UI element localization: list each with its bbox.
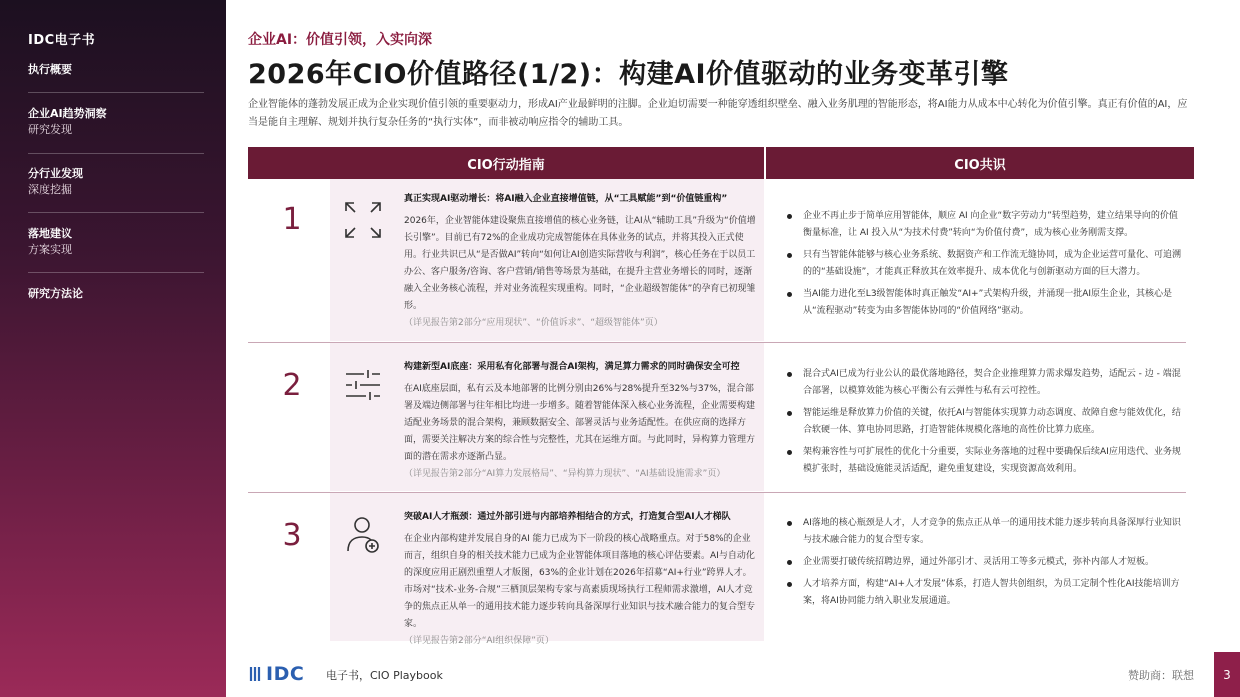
guide-text: [404, 359, 756, 483]
guide-title: 真正实现AI驱动增长：将AI融入企业直接增值链，从“工具赋能”到“价值链重构”: [404, 194, 728, 204]
sidebar-item-industry[interactable]: [28, 166, 83, 198]
row-number: 2: [282, 368, 302, 403]
guide-body: 在企业内部构建并发展自身的AI 能力已成为下一阶段的核心战略重点。对于58%的企业而言，组织自身的相关技术能力已成为企业智能体项目落地的核心评估要素。AI与自动化的深度应用正剧烈重塑人才版图，63%的企业计划在2026年招募“AI+行业”跨界人才。市场对“技术-业务-合规”三栖顶层架构专家与高素质现场执行工程师需求激增，AI人才竞争的焦点正从单一的通用技术能力逐步转向具备深厚行业知识与技术融合能力的复合型专家。: [404, 534, 756, 629]
sidebar-divider: [28, 272, 204, 273]
sidebar-item-label: 企业AI趋势洞察: [28, 107, 107, 120]
intro-paragraph: 企业智能体的蓬勃发展正成为企业实现价值引领的重要驱动力，形成AI产业最鲜明的注脚。企业迫切需要一种能穿透组织壁垒、融入业务肌理的智能形态，将AI能力从成本中心转化为价值引擎。真正有价值的AI，应当是能自主理解、规划并执行复杂任务的“执行实体”，而非被动响应指令的辅助工具。: [248, 99, 1188, 128]
consensus-item: 架构兼容性与可扩展性的优化十分重要，实际业务落地的过程中要确保后续AI应用迭代、业务规模扩张时，基础设施能灵活适配，避免重复建设，实现资源高效利用。: [784, 444, 1186, 478]
idc-logo-mark-icon: [248, 665, 262, 683]
sidebar-item-trends[interactable]: [28, 106, 107, 138]
consensus-item: 当AI能力进化至L3级智能体时真正触发“AI+”式架构升级，并涌现一批AI原生企业，其核心是从“流程驱动”转变为由多智能体协同的“价值网络”驱动。: [784, 286, 1186, 320]
column-header-guide: CIO行动指南: [248, 147, 764, 179]
guide-title: 构建新型AI底座：采用私有化部署与混合AI架构，满足算力需求的同时确保安全可控: [404, 362, 740, 372]
footer-title: 电子书，CIO Playbook: [326, 669, 443, 682]
consensus-list: [784, 208, 1186, 325]
sidebar-item-sublabel: 深度挖掘: [28, 183, 72, 196]
brand-title: IDC电子书: [28, 33, 96, 48]
logo-wordmark: IDC: [266, 663, 305, 685]
sidebar-divider: [28, 212, 204, 213]
row-number: 1: [282, 202, 302, 237]
consensus-item: 企业需要打破传统招聘边界，通过外部引才、灵活用工等多元模式，弥补内部人才短板。: [784, 554, 1186, 571]
sidebar: [0, 0, 226, 697]
consensus-item: 企业不再止步于简单应用智能体，顺应 AI 向企业“数字劳动力”转型趋势，建立结果导向的价值衡量标准，让 AI 投入从“为技术付费”转向“为价值付费”，成为核心业务刚需支撑。: [784, 208, 1186, 242]
guide-reference: （详见报告第2部分“AI算力发展格局”、“异构算力现状”、“AI基础设施需求”页）: [404, 469, 726, 479]
consensus-list: [784, 366, 1186, 483]
guide-title: 突破AI人才瓶颈：通过外部引进与内部培养相结合的方式，打造复合型AI人才梯队: [404, 512, 731, 522]
guide-reference: （详见报告第2部分“AI组织保障”页）: [404, 636, 554, 646]
idc-logo: [248, 662, 310, 686]
consensus-item: 智能运维是释放算力价值的关键，依托AI与智能体实现算力动态调度、故障自愈与能效优化，结合软硬一体、算电协同思路，打造智能体规模化落地的高性价比算力底座。: [784, 405, 1186, 439]
guide-body: 在AI底座层面，私有云及本地部署的比例分别由26%与28%提升至32%与37%，混合部署及端边侧部署与往年相比均进一步增多。随着智能体深入核心业务流程，企业需要构建适配业务场景的混合架构，兼顾数据安全、部署灵活与业务适配性。在供应商的选择方面，需要关注解决方案的综合性与完整性，尤其在运维方面。与此同时，异构算力管理方面的潜在需求亦逐渐凸显。: [404, 384, 756, 462]
sidebar-item-label: 分行业发现: [28, 167, 83, 180]
consensus-list: [784, 515, 1186, 615]
sliders-icon: [342, 364, 384, 406]
sidebar-item-recommendations[interactable]: [28, 226, 72, 258]
sidebar-divider: [28, 153, 204, 154]
sidebar-divider: [28, 92, 204, 93]
expand-arrows-icon: [342, 199, 384, 241]
sidebar-item-methodology[interactable]: [28, 286, 83, 302]
page-title: 2026年CIO价值路径(1/2)：构建AI价值驱动的业务变革引擎: [248, 59, 1009, 90]
consensus-item: AI落地的核心瓶颈是人才，人才竞争的焦点正从单一的通用技术能力逐步转向具备深厚行业知识与技术融合能力的复合型专家。: [784, 515, 1186, 549]
column-header-consensus: CIO共识: [766, 147, 1194, 179]
sidebar-item-label: 落地建议: [28, 227, 72, 240]
sidebar-item-sublabel: 研究发现: [28, 123, 72, 136]
footer-sponsor: 赞助商：联想: [1128, 669, 1194, 682]
guide-text: [404, 191, 756, 332]
sidebar-item-sublabel: 方案实现: [28, 243, 72, 256]
guide-body: 2026年，企业智能体建设聚焦直接增值的核心业务链，让AI从“辅助工具”升级为“价值增长引擎”。目前已有72%的企业成功完成智能体在具体业务的试点，并将其投入正式使用。行业共识已从“是否做AI”转向“如何让AI创造实际营收与利润”，核心任务在于以员工办公、客户服务/咨询、客户营销/销售等场景为基础，在提升主营业务增长的同时，逐渐融入全业务核心流程，并对业务流程实现重构。同时，“企业超级智能体”的孕育已初现雏形。: [404, 216, 756, 311]
consensus-item: 混合式AI已成为行业公认的最优落地路径，契合企业推理算力需求爆发趋势，适配云 - 边 - 端混合部署，以模算效能为核心平衡公有云弹性与私有云可控性。: [784, 366, 1186, 400]
consensus-item: 只有当智能体能够与核心业务系统、数据资产和工作流无缝协同，成为企业运营可量化、可追溯的的“基础设施”，才能真正释放其在效率提升、成本优化与创新驱动方面的巨大潜力。: [784, 247, 1186, 281]
guide-reference: （详见报告第2部分“应用现状”、“价值诉求”、“超级智能体”页）: [404, 318, 663, 328]
page-number: 3: [1214, 652, 1240, 697]
row-number: 3: [282, 518, 302, 553]
sidebar-item-label: 研究方法论: [28, 287, 83, 300]
sidebar-item-executive-summary[interactable]: [28, 62, 72, 78]
sidebar-item-label: 执行概要: [28, 63, 72, 76]
section-kicker: 企业AI：价值引领，入实向深: [248, 32, 433, 48]
guide-text: [404, 509, 756, 650]
consensus-item: 人才培养方面，构建“AI+人才发展”体系，打造人智共创组织，为员工定制个性化AI技能培训方案，将AI协同能力纳入职业发展通道。: [784, 576, 1186, 610]
add-user-icon: [342, 513, 384, 555]
